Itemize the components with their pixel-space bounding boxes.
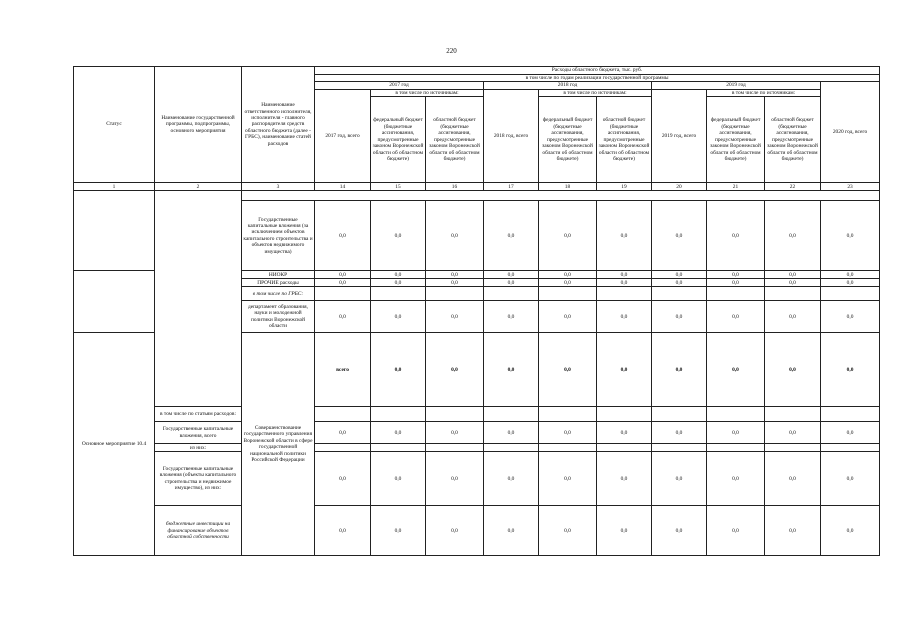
value-cell	[597, 287, 652, 301]
value-cell: 0,0	[371, 452, 426, 506]
measure-status: Основное мероприятие 10.4	[74, 333, 155, 556]
status-cell	[74, 271, 155, 333]
row-label: ПРОЧИЕ расходы	[242, 279, 315, 287]
header-regional-2017: областной бюджет (бюджетные ассигнования, предусмотренные законом Воронежской области об областном бюджете)	[426, 97, 484, 183]
value-cell: 0,0	[707, 506, 765, 556]
value-cell: 0,0	[821, 452, 880, 506]
value-cell: 0,0	[426, 301, 484, 333]
value-cell	[765, 407, 821, 422]
value-cell: 0,0	[315, 301, 371, 333]
column-number: 18	[539, 183, 597, 191]
header-federal-2017: федеральный бюджет (бюджетные ассигнования, предусмотренные законом Воронежской области об областном бюджете)	[371, 97, 426, 183]
value-cell: 0,0	[707, 271, 765, 279]
value-cell	[652, 444, 707, 452]
value-cell	[539, 444, 597, 452]
header-sources-2019: в том числе по источникам:	[707, 89, 821, 96]
value-cell: 0,0	[707, 201, 765, 271]
value-cell	[484, 407, 539, 422]
value-cell: 0,0	[765, 333, 821, 407]
header-regional-2019: областной бюджет (бюджетные ассигнования, предусмотренные законом Воронежской области об областном бюджете)	[765, 97, 821, 183]
value-cell: 0,0	[821, 201, 880, 271]
header-executor: Наименование ответственного исполнителя, исполнителя - главного распорядителя средств областного бюджета (далее - ГРБС), наименование статей расходов	[242, 67, 315, 183]
value-cell: 0,0	[539, 452, 597, 506]
value-cell: 0,0	[765, 301, 821, 333]
column-number: 19	[597, 183, 652, 191]
value-cell: 0,0	[821, 333, 880, 407]
value-cell	[484, 444, 539, 452]
value-cell	[821, 407, 880, 422]
header-year-2017: 2017 год	[315, 82, 484, 89]
row-label: всего	[315, 333, 371, 407]
column-numbers-row	[74, 183, 880, 191]
header-sources-2018: в том числе по источникам:	[539, 89, 652, 96]
value-cell	[765, 444, 821, 452]
value-cell: 0,0	[707, 333, 765, 407]
value-cell: 0,0	[426, 201, 484, 271]
column-number: 20	[652, 183, 707, 191]
status-cell	[74, 191, 155, 271]
table-row	[74, 407, 880, 422]
value-cell: 0,0	[539, 301, 597, 333]
value-cell: 0,0	[539, 333, 597, 407]
budget-table	[73, 66, 880, 556]
value-cell: 0,0	[652, 271, 707, 279]
value-cell: 0,0	[652, 333, 707, 407]
value-cell: 0,0	[539, 201, 597, 271]
header-status: Статус	[74, 67, 155, 183]
value-cell	[821, 444, 880, 452]
value-cell: 0,0	[652, 201, 707, 271]
value-cell: 0,0	[597, 506, 652, 556]
value-cell: 0,0	[652, 279, 707, 287]
value-cell: 0,0	[539, 506, 597, 556]
value-cell: 0,0	[426, 506, 484, 556]
value-cell: 0,0	[652, 452, 707, 506]
value-cell: 0,0	[597, 333, 652, 407]
table-row	[74, 444, 880, 452]
value-cell: 0,0	[371, 506, 426, 556]
value-cell	[426, 287, 484, 301]
header-total-2020: 2020 год, всего	[821, 82, 880, 183]
value-cell: 0,0	[484, 333, 539, 407]
value-cell: 0,0	[652, 301, 707, 333]
value-cell: 0,0	[539, 422, 597, 444]
value-cell: 0,0	[371, 279, 426, 287]
value-cell	[426, 407, 484, 422]
value-cell: 0,0	[597, 201, 652, 271]
value-cell: 0,0	[539, 271, 597, 279]
value-cell	[821, 287, 880, 301]
value-cell: 0,0	[426, 333, 484, 407]
value-cell	[539, 407, 597, 422]
table-row	[74, 506, 880, 556]
column-number: 23	[821, 183, 880, 191]
value-cell: 0,0	[597, 422, 652, 444]
column-number: 3	[242, 183, 315, 191]
value-cell: 0,0	[597, 271, 652, 279]
value-cell: 0,0	[652, 506, 707, 556]
value-cell: 0,0	[315, 279, 371, 287]
value-cell: 0,0	[821, 506, 880, 556]
value-cell	[315, 287, 371, 301]
measure-program: Совершенствование государственного управления Воронежской области в сфере государственной национальной политики Российской Федерации	[242, 333, 315, 556]
value-cell: 0,0	[426, 271, 484, 279]
header-total-2017: 2017 год, всего	[315, 89, 371, 182]
value-cell	[484, 287, 539, 301]
value-cell: 0,0	[315, 452, 371, 506]
value-cell	[652, 287, 707, 301]
column-number: 16	[426, 183, 484, 191]
value-cell: 0,0	[597, 279, 652, 287]
spacer	[242, 191, 880, 201]
value-cell: 0,0	[707, 279, 765, 287]
value-cell: 0,0	[371, 271, 426, 279]
value-cell: 0,0	[765, 422, 821, 444]
header-expenses-title: Расходы областного бюджета, тыс. руб.	[315, 67, 880, 75]
table-row	[74, 452, 880, 506]
value-cell: 0,0	[821, 271, 880, 279]
column-number: 21	[707, 183, 765, 191]
value-cell: 0,0	[315, 506, 371, 556]
value-cell: 0,0	[652, 422, 707, 444]
value-cell: 0,0	[371, 333, 426, 407]
value-cell	[765, 287, 821, 301]
row-label: в том числе по ГРБС:	[242, 287, 315, 301]
row-label: в том числе по статьям расходов:	[155, 407, 242, 422]
value-cell: 0,0	[765, 506, 821, 556]
value-cell: 0,0	[315, 201, 371, 271]
header-sources-2017: в том числе по источникам:	[371, 89, 484, 96]
row-label: Государственные капитальные вложения, всего	[155, 422, 242, 444]
column-number: 15	[371, 183, 426, 191]
value-cell	[426, 444, 484, 452]
value-cell	[315, 444, 371, 452]
value-cell: 0,0	[426, 452, 484, 506]
header-year-2018: 2018 год	[484, 82, 652, 89]
value-cell: 0,0	[597, 452, 652, 506]
value-cell: 0,0	[765, 271, 821, 279]
value-cell	[707, 407, 765, 422]
row-label: НИОКР	[242, 271, 315, 279]
header-total-2018: 2018 год, всего	[484, 89, 539, 182]
header-federal-2019: федеральный бюджет (бюджетные ассигнования, предусмотренные законом Воронежской области об областном бюджете)	[707, 97, 765, 183]
header-program-name: Наименование государственной программы, подпрограммы, основного мероприятия	[155, 67, 242, 183]
column-number: 2	[155, 183, 242, 191]
value-cell: 0,0	[707, 452, 765, 506]
value-cell: 0,0	[426, 279, 484, 287]
value-cell: 0,0	[539, 279, 597, 287]
value-cell: 0,0	[707, 422, 765, 444]
value-cell	[371, 287, 426, 301]
header-total-2019: 2019 год, всего	[652, 89, 707, 182]
program-cell	[155, 191, 242, 407]
value-cell: 0,0	[426, 422, 484, 444]
value-cell	[597, 407, 652, 422]
header-regional-2018: областной бюджет (бюджетные ассигнования, предусмотренные законом Воронежской области об областном бюджете)	[597, 97, 652, 183]
value-cell: 0,0	[371, 201, 426, 271]
value-cell: 0,0	[765, 452, 821, 506]
value-cell	[371, 407, 426, 422]
header-by-years: в том числе по годам реализации государственной программы	[315, 75, 880, 82]
table-row	[74, 422, 880, 444]
row-label: Государственные капитальные вложения (объекты капитального строительства и недвижимое имущество), из них:	[155, 452, 242, 506]
value-cell: 0,0	[484, 271, 539, 279]
row-label: из них:	[155, 444, 242, 452]
value-cell: 0,0	[765, 279, 821, 287]
value-cell: 0,0	[597, 301, 652, 333]
value-cell: 0,0	[371, 301, 426, 333]
value-cell	[539, 287, 597, 301]
row-label: департамент образования, науки и молодежной политики Воронежской области	[242, 301, 315, 333]
value-cell: 0,0	[371, 422, 426, 444]
value-cell: 0,0	[707, 301, 765, 333]
value-cell: 0,0	[484, 506, 539, 556]
value-cell	[371, 444, 426, 452]
value-cell: 0,0	[315, 422, 371, 444]
row-label: Государственные капитальные вложения (за исключением объектов капитального строительства и объектов недвижимого имущества)	[242, 201, 315, 271]
column-number: 17	[484, 183, 539, 191]
value-cell	[597, 444, 652, 452]
value-cell: 0,0	[821, 422, 880, 444]
value-cell: 0,0	[484, 452, 539, 506]
value-cell: 0,0	[315, 271, 371, 279]
value-cell	[315, 407, 371, 422]
value-cell: 0,0	[484, 301, 539, 333]
column-number: 14	[315, 183, 371, 191]
column-number: 22	[765, 183, 821, 191]
value-cell: 0,0	[765, 201, 821, 271]
value-cell	[652, 407, 707, 422]
value-cell: 0,0	[484, 279, 539, 287]
row-label: бюджетные инвестиции на финансирование объектов областной собственности	[155, 506, 242, 556]
value-cell	[707, 444, 765, 452]
value-cell: 0,0	[821, 279, 880, 287]
value-cell: 0,0	[484, 201, 539, 271]
value-cell: 0,0	[821, 301, 880, 333]
value-cell	[707, 287, 765, 301]
value-cell: 0,0	[484, 422, 539, 444]
header-year-2019: 2019 год	[652, 82, 821, 89]
column-number: 1	[74, 183, 155, 191]
page-number: 220	[446, 47, 457, 55]
header-federal-2018: федеральный бюджет (бюджетные ассигнования, предусмотренные законом Воронежской области об областном бюджете)	[539, 97, 597, 183]
